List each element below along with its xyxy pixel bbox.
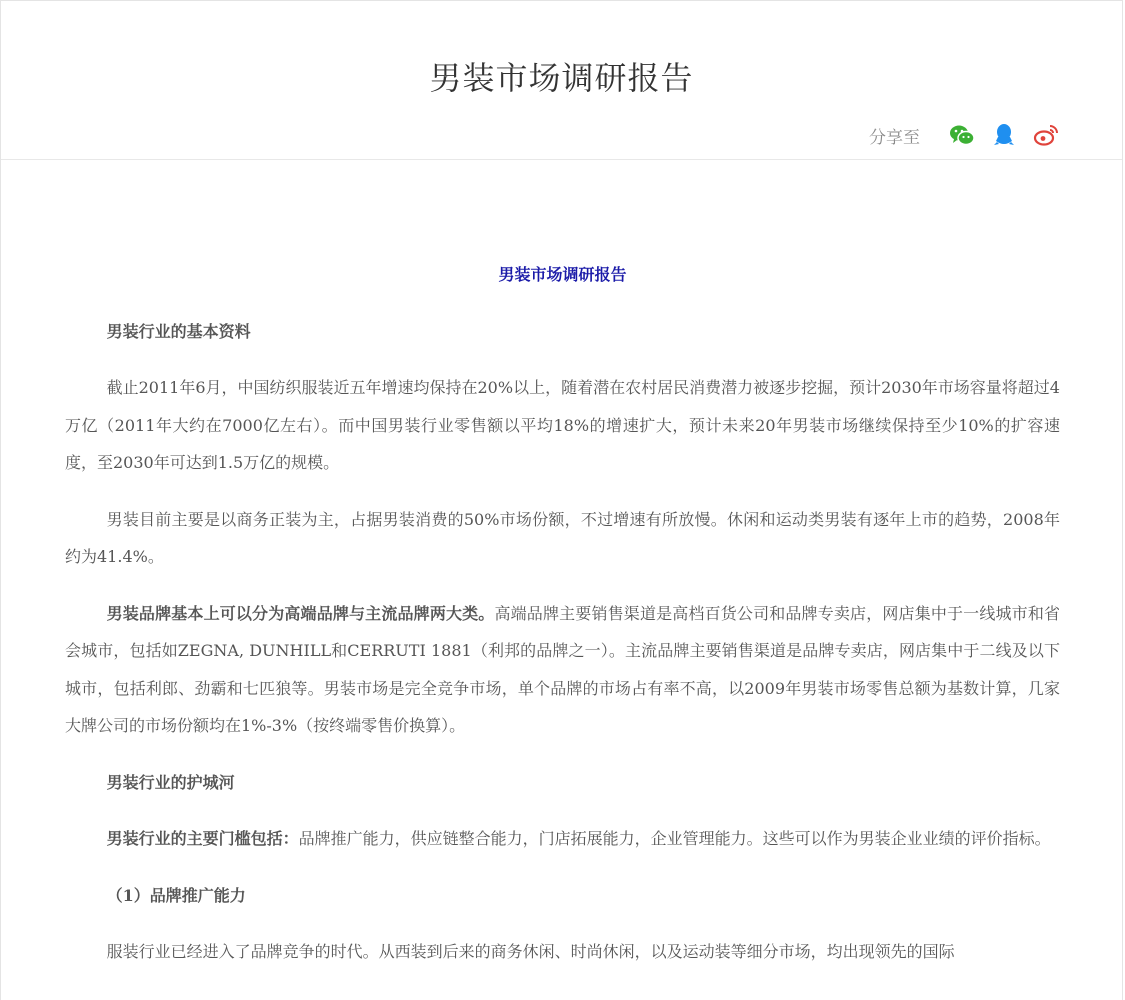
- article-title: 男装市场调研报告: [498, 265, 627, 284]
- wechat-icon[interactable]: [948, 121, 976, 149]
- paragraph: [65, 820, 1060, 858]
- weibo-icon[interactable]: [1032, 121, 1060, 149]
- page-title: 男装市场调研报告: [429, 59, 694, 97]
- paragraph-lead: 男装行业的主要门槛包括：: [106, 829, 299, 848]
- section-heading: 男装行业的护城河: [106, 772, 235, 792]
- paragraph-text: 品牌推广能力，供应链整合能力，门店拓展能力，企业管理能力。这些可以作为男装企业业绩的评价指标。: [298, 829, 1051, 848]
- section-heading: 男装行业的基本资料: [106, 321, 251, 341]
- paragraph: 服装行业已经进入了品牌竞争的时代。从西装到后来的商务休闲、时尚休闲，以及运动装等细分市场，均出现领先的国际: [106, 942, 955, 961]
- paragraph: 截止2011年6月，中国纺织服装近五年增速均保持在20%以上，随着潜在农村居民消费潜力被逐步挖掘，预计2030年市场容量将超过4万亿（2011年大约在7000亿左右）。而中国男装行业零售额以平均18%的增速扩大，预计未来20年男装市场继续保持至少10%的扩容速度，至2030年可达到1.5万亿的规模。: [65, 378, 1060, 472]
- paragraph: [65, 595, 1060, 745]
- paragraph-lead: 男装品牌基本上可以分为高端品牌与主流品牌两大类。: [106, 603, 495, 623]
- article-body: [65, 256, 1060, 990]
- share-bar: [869, 121, 1060, 149]
- subsection-heading: （1）品牌推广能力: [106, 885, 246, 905]
- share-label: 分享至: [869, 127, 920, 148]
- paragraph: 男装目前主要是以商务正装为主，占据男装消费的50%市场份额，不过增速有所放慢。休闲和运动类男装有逐年上市的趋势，2008年约为41.4%。: [65, 509, 1060, 566]
- document-header: [1, 1, 1122, 160]
- qq-icon[interactable]: [990, 121, 1018, 149]
- paragraph-text: 高端品牌主要销售渠道是高档百货公司和品牌专卖店，网店集中于一线城市和省会城市，包括如ZEGNA, DUNHILL和CERRUTI 1881（利邦的品牌之一）。主流品牌主要销售渠道是品牌专卖店，网店集中于二线及以下城市，包括利郎、劲霸和七匹狼等。男装市场是完全竞争市场，单个品牌的市场占有率不高，以2009年男装市场零售总额为基数计算，几家大牌公司的市场份额均在1%-3%（按终端零售价换算）。: [65, 603, 1060, 735]
